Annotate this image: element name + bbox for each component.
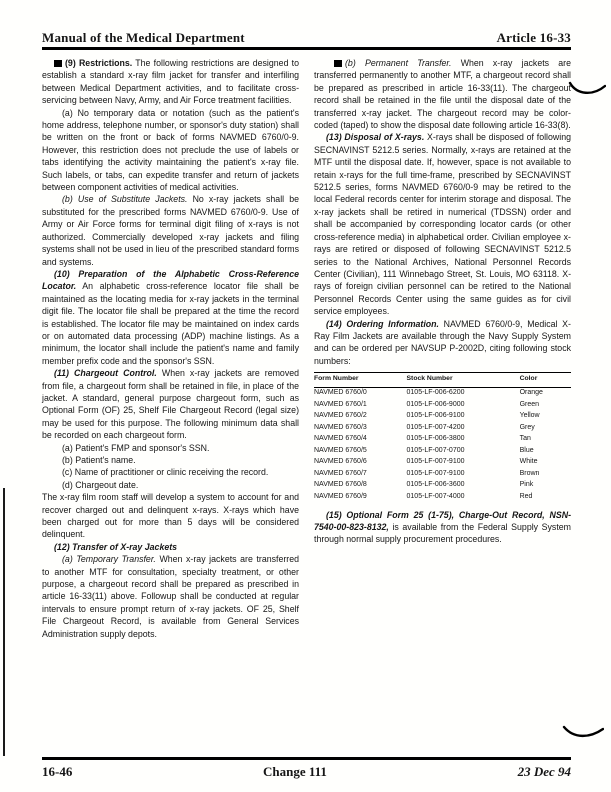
paragraph-lead: (15) Optional Form 25 (1-75), Charge-Out Record, NSN-7540-00-823-8132, — [314, 509, 571, 533]
paragraph-text: No temporary data or notation (such as the patient's home address, telephone number, or sponsor's duty station) shall be written on the front or back of forms NAVMED 6760/0-9. However, this restriction does not preclude the use of labels or tabs identifying the activity maintaining the patient's x-ray file. Such labels, or tabs, can expedite transfer and return of jackets between component activities of medical activities. — [42, 107, 299, 193]
paragraph-text: An alphabetic cross-reference locator file shall be maintained as the locating media for x-ray jackets in the terminal digit file. The locator file shall be prepared at the time the record is established. The locator file may be maintained on index cards or on automated data processing (ADP) machine listings. As a minimum, the locator shall include the patient's name and family member prefix code and the sponsor's SSN. — [42, 281, 299, 366]
paragraph-lead: (d) — [62, 479, 73, 490]
paragraph-lead: (a) — [62, 107, 73, 118]
table-row — [314, 480, 571, 492]
right-column — [314, 57, 571, 640]
stock-number-cell: 0105-LF-007-9100 — [406, 458, 465, 466]
paragraph-text: NAVMED 6760/0-9, Medical X-Ray Film Jackets are available through the Navy Supply System and can be ordered per NAVSUP P-2002D, citing following stock numbers: — [314, 318, 571, 366]
paragraph-lead: (13) Disposal of X-rays. — [326, 132, 425, 143]
para-film-room-staff — [42, 491, 299, 541]
paragraph-lead: (11) Chargeout Control. — [54, 368, 157, 379]
list-item-b — [42, 454, 299, 466]
paragraph-text: Patient's FMP and sponsor's SSN. — [72, 442, 210, 453]
form-number-cell: NAVMED 6760/7 — [314, 469, 367, 477]
page-footer — [42, 764, 571, 780]
para-optional-form-25 — [314, 509, 571, 546]
form-number-cell: NAVMED 6760/5 — [314, 446, 367, 454]
paragraph-text: is available from the Federal Supply System through normal supply procurement procedures. — [314, 522, 571, 545]
paragraph-text: When x-ray jackets are transferred permanently to another MTF, a chargeout record shall be prepared as prescribed in article 16-33(11). The chargeout record shall be retained in the file until the disposal date of the transferred x-ray jacket. The chargeout record may be color-coded (taped) to show the disposal date following article 16-33(8). — [314, 58, 572, 131]
paragraph-text: Patient's name. — [72, 455, 136, 465]
form-number-cell: NAVMED 6760/9 — [314, 492, 367, 500]
para-restrictions — [42, 57, 299, 107]
page-edge-artifact — [3, 488, 5, 756]
form-number-cell: NAVMED 6760/0 — [314, 389, 367, 397]
pen-mark-artifact — [568, 80, 606, 98]
para-disposal-of-xrays — [314, 131, 571, 317]
form-number-cell: NAVMED 6760/8 — [314, 481, 367, 489]
paragraph-lead: (a) — [62, 442, 73, 453]
scan-artifact — [54, 60, 62, 67]
stock-number-cell: 0105-LF-007-0700 — [406, 446, 465, 454]
para-ordering-information — [314, 318, 571, 368]
paragraph-text: When x-ray jackets are removed from file, a chargeout form shall be retained in file, in place of the jacket. A standard, general purpose chargeout form, such as Optional Form (OF) 25, Shelf File Chargeout Record (legal size) may be used for this purpose. The following minimum data shall be recorded on each chargeout form. — [42, 368, 299, 441]
paragraph-lead: (b) — [62, 455, 73, 465]
form-number-cell: NAVMED 6760/1 — [314, 400, 367, 408]
table-row — [314, 422, 571, 434]
col-header-color: Color — [520, 373, 571, 388]
paragraph-lead: (b) Use of Substitute Jackets. — [62, 194, 188, 205]
stock-number-cell: 0105-LF-006-6200 — [406, 389, 465, 397]
para-substitute-jackets — [42, 193, 299, 267]
paragraph-text: Chargeout date. — [72, 479, 139, 490]
paragraph-lead: (14) Ordering Information. — [326, 318, 439, 329]
form-number-cell: NAVMED 6760/2 — [314, 412, 367, 420]
para-cross-reference-locator — [42, 268, 299, 367]
para-permanent-transfer — [314, 57, 571, 131]
color-cell: Orange — [519, 389, 543, 397]
page-header — [42, 30, 571, 46]
color-cell: Tan — [519, 435, 531, 443]
list-item-c — [42, 466, 299, 478]
stock-number-cell: 0105-LF-006-9100 — [406, 412, 465, 420]
para-no-temporary-data — [42, 107, 299, 194]
paragraph-lead: (10) Preparation of the Alphabetic Cross-Reference Locator. — [42, 268, 299, 292]
stock-number-cell: 0105-LF-007-4000 — [406, 492, 465, 500]
header-article-number: Article 16-33 — [496, 30, 571, 45]
para-temporary-transfer — [42, 553, 299, 640]
table-row — [314, 434, 571, 446]
col-header-form-number: Form Number — [314, 373, 407, 388]
paragraph-lead: (12) Transfer of X-ray Jackets — [54, 541, 178, 552]
form-number-cell: NAVMED 6760/3 — [314, 423, 367, 431]
pen-mark-artifact — [562, 722, 604, 742]
header-title: Manual of the Medical Department — [42, 30, 245, 45]
color-cell: Green — [519, 400, 540, 408]
two-column-body — [42, 57, 571, 640]
table-row — [314, 411, 571, 423]
table-row — [314, 399, 571, 411]
left-column — [42, 57, 299, 640]
color-cell: Pink — [519, 481, 534, 489]
page-date: 23 Dec 94 — [517, 764, 571, 779]
stock-number-cell: 0105-LF-007-9100 — [406, 469, 465, 477]
paragraph-text: Name of practitioner or clinic receiving the record. — [72, 467, 269, 478]
col-header-stock-number: Stock Number — [407, 373, 520, 388]
scan-artifact — [334, 60, 342, 67]
paragraph-lead: (a) Temporary Transfer. — [62, 554, 156, 565]
page-number: 16-46 — [42, 764, 73, 779]
paragraph-lead: (9) Restrictions. — [65, 58, 133, 68]
paragraph-lead: (c) — [62, 467, 73, 478]
footer-rule — [42, 757, 571, 760]
color-cell: Red — [519, 492, 533, 500]
table-row — [314, 445, 571, 457]
form-number-cell: NAVMED 6760/6 — [314, 458, 367, 466]
color-cell: White — [519, 458, 538, 466]
paragraph-text: No x-ray jackets shall be substituted for the prescribed forms NAVMED 6760/0-9. Use of Army or Air Force forms for terminal digit filing of x-rays is not authorized. Commercially developed x-ray jackets and filing systems shall not be used in lieu of the prescribed standard forms and systems. — [42, 194, 299, 267]
stock-number-cell: 0105-LF-006-9000 — [406, 400, 465, 408]
paragraph-text: When x-ray jackets are transferred to another MTF for consultation, specialty treatment, or other purpose, a chargeout record shall be prepared as prescribed in article 16-33(11) above. Followup shall be conducted at regular intervals to ensure prompt return of x-ray jackets. OF 25, Shelf File Chargeout Record, is available from General Services Administration supply depots. — [42, 554, 299, 639]
stock-number-cell: 0105-LF-007-4200 — [406, 423, 465, 431]
color-cell: Grey — [519, 423, 535, 431]
heading-transfer-of-xray-jackets — [42, 541, 299, 553]
paragraph-text: The following restrictions are designed to establish a standard x-ray film jacket for transfer and interfiling between Medical Department activities, and to facilitate cross-servicing between Navy, Army, and Air Force treatment facilities. — [42, 58, 299, 106]
color-cell: Blue — [519, 446, 534, 454]
list-item-a — [42, 442, 299, 454]
stock-number-cell: 0105-LF-006-3600 — [406, 481, 465, 489]
table-row — [314, 387, 571, 399]
stock-number-cell: 0105-LF-006-3800 — [406, 435, 465, 443]
list-item-d — [42, 479, 299, 491]
para-chargeout-control — [42, 367, 299, 441]
stock-number-table — [314, 372, 571, 503]
paragraph-lead: (b) Permanent Transfer. — [345, 58, 452, 68]
change-number: Change 111 — [262, 764, 327, 779]
color-cell: Yellow — [519, 412, 540, 420]
paragraph-text: The x-ray film room staff will develop a system to account for and recover charged out and delinquent x-rays. X-rays which have been charged out for more than 5 days will be considered delinquent. — [42, 492, 299, 540]
table-header-row — [314, 373, 571, 388]
header-rule — [42, 47, 571, 50]
table-row — [314, 491, 571, 503]
color-cell: Brown — [519, 469, 540, 477]
table-row — [314, 468, 571, 480]
table-row — [314, 457, 571, 469]
form-number-cell: NAVMED 6760/4 — [314, 435, 367, 443]
paragraph-text: X-rays shall be disposed of following SECNAVINST 5212.5 series. Normally, x-rays are retained at the MTF until the disposal date. If, however, space is not available to retain x-rays for the full time-frame, prescribed by SECNAVINST 5212.5 series, forms NAVMED 6760/0-9 may be retired to the local Federal records center for interim storage and disposal. The x-ray jackets shall be retired in numerical (TDSSN) order and shall be accompanied by corresponding locator cards (or other cross-reference media) in alphabetical order. Civilian employee x-rays are retired or disposed of following SECNAVINST 5212.5 series to the National Archives, National Personnel Records Center (Civilian), 111 Winnebago Street, St. Louis, MO 63118. X-rays of foreign civilian personnel can be retired to the National Personnel Records Center using the same guides as for civil service employees. — [314, 132, 571, 317]
